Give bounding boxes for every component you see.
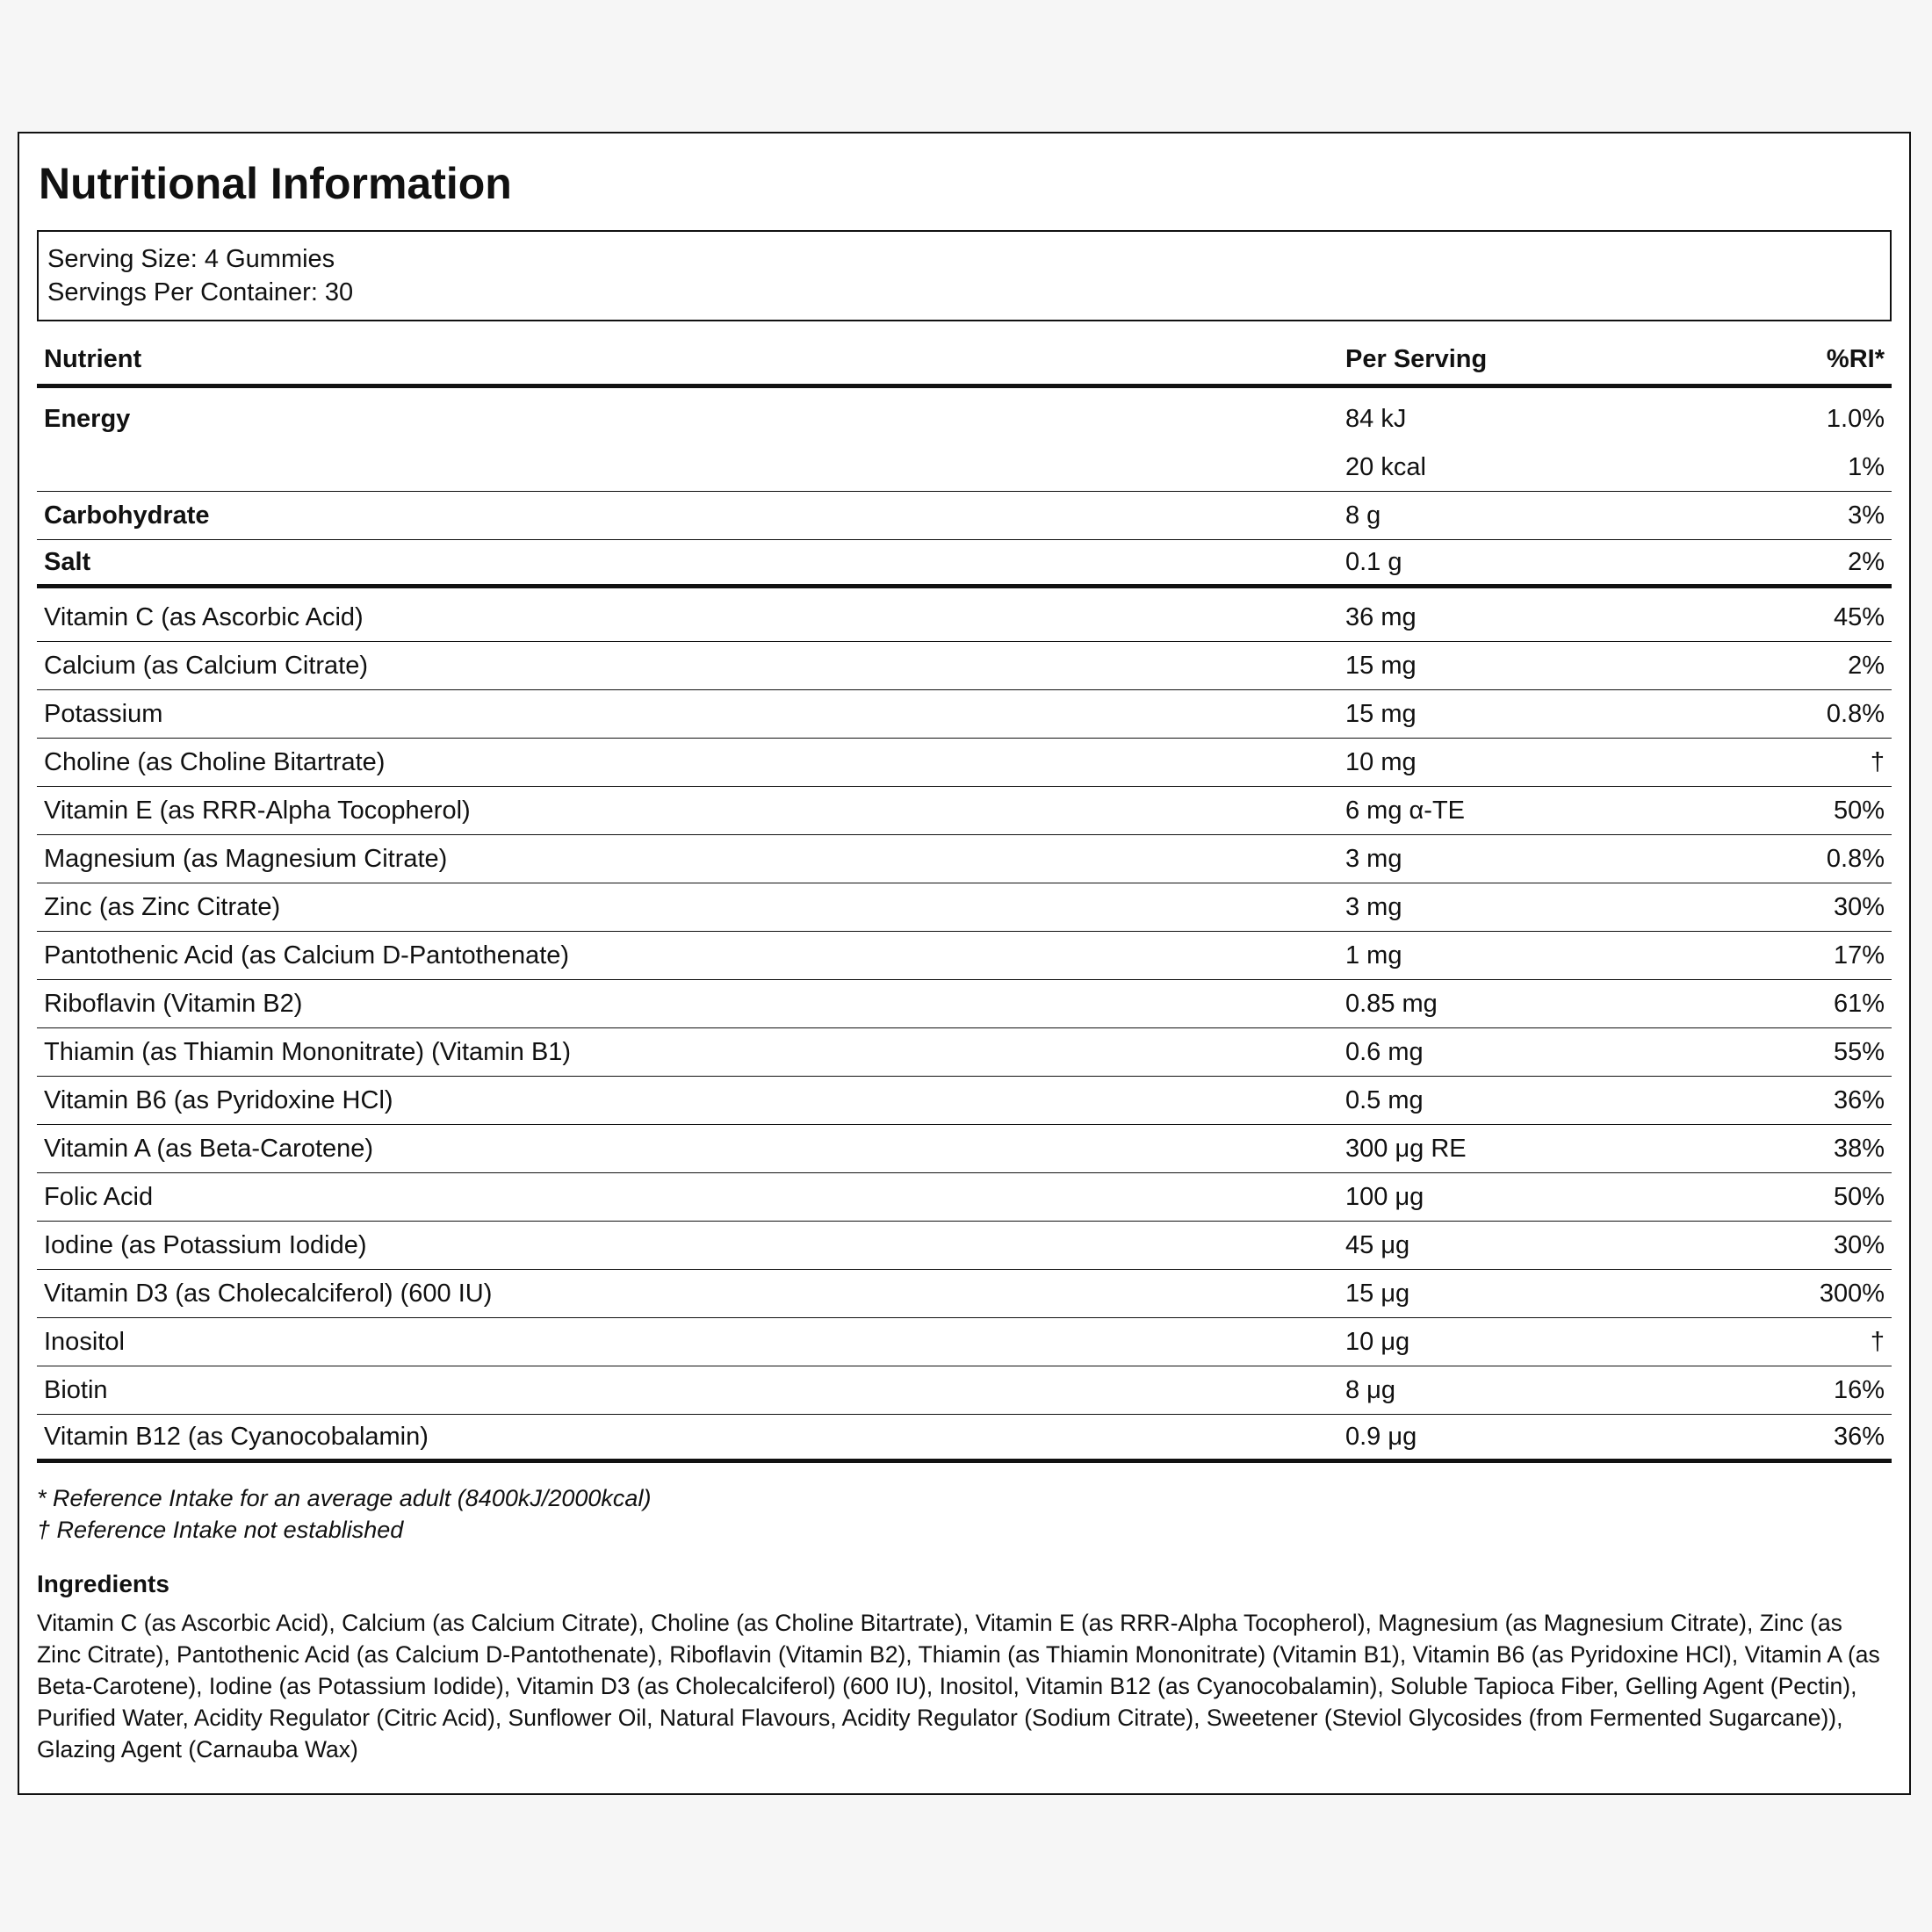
nutrient-ri: 3%	[1848, 501, 1885, 530]
nutrient-ri: 17%	[1833, 941, 1885, 970]
nutrient-name: Potassium	[44, 699, 163, 728]
table-row	[37, 1415, 1892, 1463]
nutrient-name: Thiamin (as Thiamin Mononitrate) (Vitamin B1)	[44, 1037, 572, 1066]
nutrient-name: Salt	[44, 547, 91, 576]
nutrient-amount: 0.85 mg	[1345, 989, 1438, 1018]
nutrient-name: Vitamin E (as RRR-Alpha Tocopherol)	[44, 796, 471, 825]
table-row	[37, 642, 1892, 690]
nutrient-amount: 3 mg	[1345, 892, 1402, 921]
table-row	[37, 932, 1892, 980]
nutrient-name: Carbohydrate	[44, 501, 210, 530]
table-row	[37, 690, 1892, 739]
nutrient-amount: 100 μg	[1345, 1182, 1424, 1211]
nutrient-amount: 8 μg	[1345, 1375, 1396, 1404]
table-row	[37, 540, 1892, 588]
nutrient-ri: 1%	[1848, 452, 1885, 481]
nutrient-name: Riboflavin (Vitamin B2)	[44, 989, 303, 1018]
table-row	[37, 1366, 1892, 1415]
header-nutrient: Nutrient	[44, 345, 142, 373]
nutrient-ri: 0.8%	[1826, 844, 1885, 873]
table-header-row	[37, 335, 1892, 388]
nutrient-ri: 45%	[1833, 602, 1885, 631]
nutrient-amount: 45 μg	[1345, 1230, 1410, 1259]
nutrient-ri: 300%	[1819, 1279, 1885, 1308]
nutrient-amount: 0.5 mg	[1345, 1085, 1424, 1114]
nutrient-name: Vitamin D3 (as Cholecalciferol) (600 IU)	[44, 1279, 493, 1308]
nutrient-ri: †	[1870, 747, 1885, 776]
nutrient-amount: 10 mg	[1345, 747, 1417, 776]
nutrient-amount: 15 mg	[1345, 651, 1417, 680]
nutrient-name: Calcium (as Calcium Citrate)	[44, 651, 369, 680]
nutrient-amount: 84 kJ	[1345, 405, 1407, 433]
table-row	[37, 883, 1892, 932]
nutrient-amount: 3 mg	[1345, 844, 1402, 873]
nutrient-amount: 8 g	[1345, 501, 1381, 530]
nutrient-amount: 0.9 μg	[1345, 1422, 1417, 1451]
nutrient-name: Choline (as Choline Bitartrate)	[44, 747, 386, 776]
table-row	[37, 594, 1892, 642]
nutrient-ri: 2%	[1848, 651, 1885, 680]
nutrient-name: Energy	[44, 405, 131, 433]
nutrient-name: Folic Acid	[44, 1182, 154, 1211]
nutrient-ri: 1.0%	[1826, 405, 1885, 433]
nutrient-ri: 0.8%	[1826, 699, 1885, 728]
nutrient-ri: 38%	[1833, 1134, 1885, 1163]
table-row	[37, 1318, 1892, 1366]
nutrient-name: Vitamin C (as Ascorbic Acid)	[44, 602, 364, 631]
servings-per-container: Servings Per Container: 30	[47, 278, 354, 306]
nutrient-name: Biotin	[44, 1375, 108, 1404]
nutrient-ri: 61%	[1833, 989, 1885, 1018]
dagger-footnote: † Reference Intake not established	[37, 1517, 404, 1543]
ingredients-text: Vitamin C (as Ascorbic Acid), Calcium (as Calcium Citrate), Choline (as Choline Bitartrate), Vitamin E (as RRR-Alpha Tocopherol), Magnesium (as Magnesium Citrate), Zinc (as Zinc Citrate), Pantothenic Acid (as Calcium D-Pantothenate), Riboflavin (Vitamin B2), Thiamin (as Thiamin Mononitrate) (Vitamin B1), Vitamin B6 (as Pyridoxine HCl), Vitamin A (as Beta-Carotene), Iodine (as Potassium Iodide), Vitamin D3 (as Cholecalciferol) (600 IU), Inositol, Vitamin B12 (as Cyanocobalamin), Soluble Tapioca Fiber, Gelling Agent (Pectin), Purified Water, Acidity Regulator (Citric Acid), Sunflower Oil, Natural Flavours, Acidity Regulator (Sodium Citrate), Sweetener (Steviol Glycosides (from Fermented Sugarcane)), Glazing Agent (Carnauba Wax)	[37, 1610, 1880, 1763]
nutrient-name: Zinc (as Zinc Citrate)	[44, 892, 281, 921]
nutrient-ri: 55%	[1833, 1037, 1885, 1066]
table-row	[37, 739, 1892, 787]
nutrient-ri: 16%	[1833, 1375, 1885, 1404]
table-row	[37, 980, 1892, 1028]
table-row	[37, 1077, 1892, 1125]
table-row	[37, 492, 1892, 540]
table-row	[37, 395, 1892, 443]
page-title: Nutritional Information	[39, 159, 512, 208]
nutrient-ri: 2%	[1848, 547, 1885, 576]
table-row	[37, 1270, 1892, 1318]
table-row	[37, 1173, 1892, 1222]
header-per-serving: Per Serving	[1345, 345, 1488, 373]
table-row	[37, 1028, 1892, 1077]
nutrient-amount: 15 μg	[1345, 1279, 1410, 1308]
nutrient-amount: 15 mg	[1345, 699, 1417, 728]
nutrient-name: Inositol	[44, 1327, 125, 1356]
table-row	[37, 787, 1892, 835]
nutrient-amount: 0.6 mg	[1345, 1037, 1424, 1066]
nutrient-amount: 20 kcal	[1345, 452, 1426, 481]
nutrient-name: Vitamin A (as Beta-Carotene)	[44, 1134, 374, 1163]
serving-info-box	[37, 230, 1892, 321]
nutrient-amount: 0.1 g	[1345, 547, 1402, 576]
nutrient-ri: 50%	[1833, 796, 1885, 825]
table-row	[37, 1222, 1892, 1270]
footnotes	[37, 1482, 1892, 1546]
nutrient-ri: 36%	[1833, 1422, 1885, 1451]
nutrient-amount: 10 μg	[1345, 1327, 1410, 1356]
nutrient-name: Magnesium (as Magnesium Citrate)	[44, 844, 448, 873]
ingredients-heading: Ingredients	[37, 1570, 169, 1597]
nutrient-name: Iodine (as Potassium Iodide)	[44, 1230, 367, 1259]
nutrient-ri: †	[1870, 1327, 1885, 1356]
header-ri: %RI*	[1826, 345, 1885, 373]
serving-size: Serving Size: 4 Gummies	[47, 245, 335, 273]
nutrient-ri: 30%	[1833, 1230, 1885, 1259]
nutrient-amount: 6 mg α-TE	[1345, 796, 1466, 825]
table-row	[37, 1125, 1892, 1173]
nutrient-name: Vitamin B12 (as Cyanocobalamin)	[44, 1422, 429, 1451]
table-row	[37, 835, 1892, 883]
nutrient-ri: 30%	[1833, 892, 1885, 921]
ri-footnote: * Reference Intake for an average adult (8400kJ/2000kcal)	[37, 1485, 652, 1511]
nutrient-ri: 50%	[1833, 1182, 1885, 1211]
nutrient-name: Vitamin B6 (as Pyridoxine HCl)	[44, 1085, 393, 1114]
nutrient-name: Pantothenic Acid (as Calcium D-Pantothenate)	[44, 941, 570, 970]
nutrient-amount: 1 mg	[1345, 941, 1402, 970]
nutrition-panel	[18, 132, 1911, 1795]
nutrient-amount: 36 mg	[1345, 602, 1417, 631]
nutrition-table	[37, 335, 1892, 1463]
nutrient-ri: 36%	[1833, 1085, 1885, 1114]
table-row	[37, 443, 1892, 492]
nutrient-amount: 300 μg RE	[1345, 1134, 1467, 1163]
